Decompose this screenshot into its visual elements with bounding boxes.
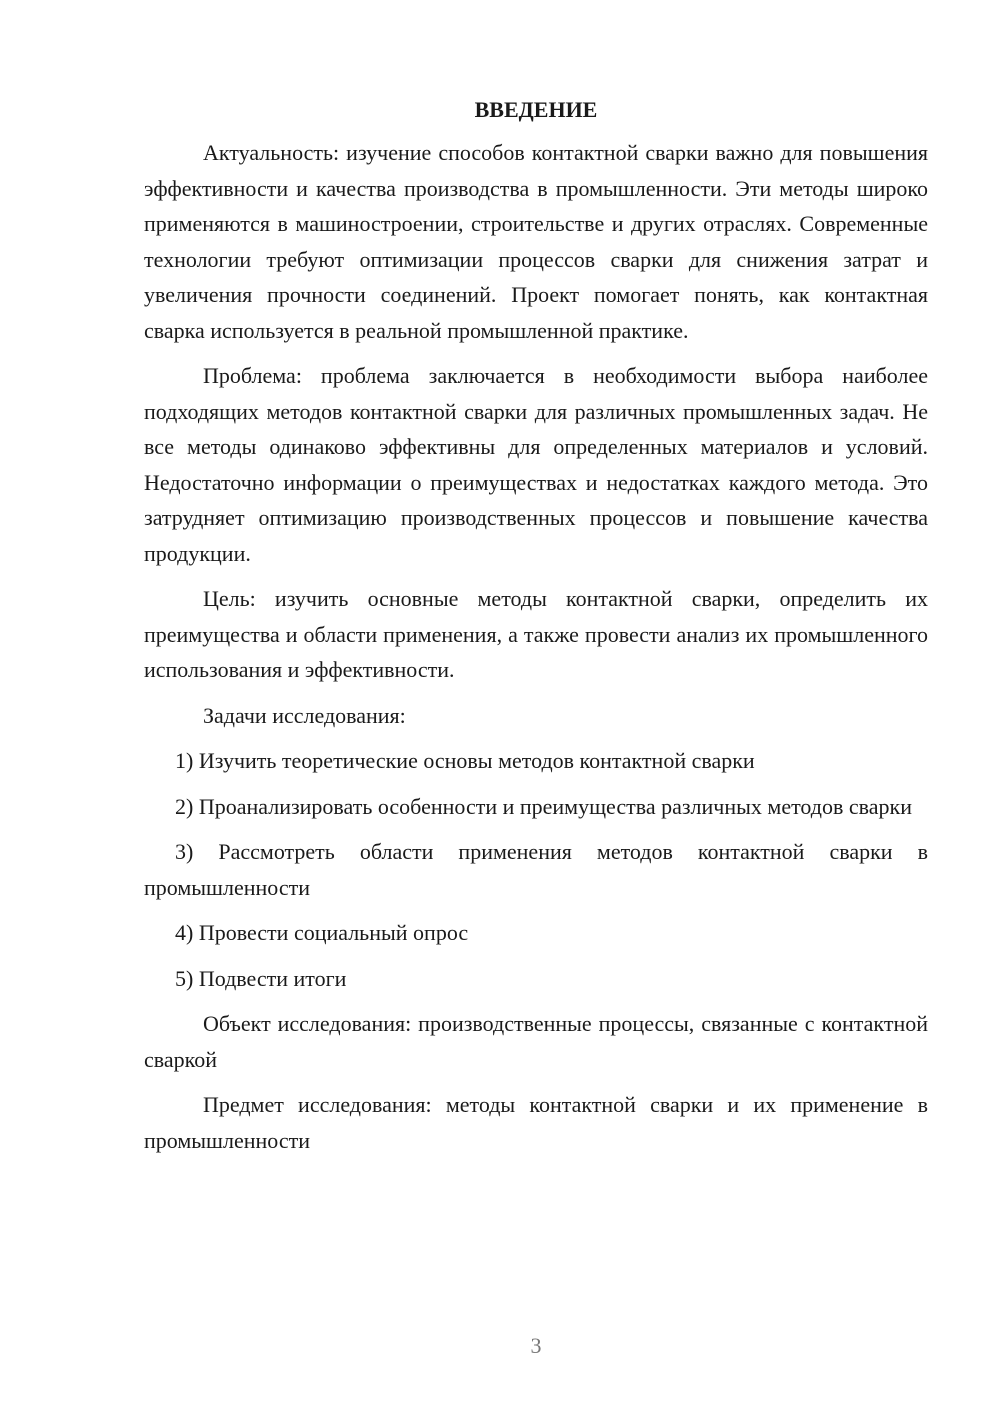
list-item: 4) Провести социальный опрос xyxy=(175,920,469,945)
list-item: 3) Рассмотреть области применения методов контактной сварки в промышленности xyxy=(144,839,928,900)
tasks-list xyxy=(144,743,928,996)
problem-paragraph: Проблема: проблема заключается в необходимости выбора наиболее подходящих методов контактной сварки для различных промышленных задач. Не все методы одинаково эффективны для определенных материалов и условий. Недостаточно информации о преимуществах и недостатках каждого метода. Это затрудняет оптимизацию производственных процессов и повышение качества продукции. xyxy=(144,363,928,566)
page-content xyxy=(144,95,928,1168)
page-number: 3 xyxy=(530,1333,542,1358)
tasks-heading: Задачи исследования: xyxy=(203,702,406,728)
list-item: 1) Изучить теоретические основы методов контактной сварки xyxy=(175,748,755,773)
section-title: ВВЕДЕНИЕ xyxy=(474,97,598,122)
subject-paragraph: Предмет исследования: методы контактной сварки и их применение в промышленности xyxy=(144,1092,928,1153)
list-item: 5) Подвести итоги xyxy=(175,965,347,991)
goal-paragraph: Цель: изучить основные методы контактной сварки, определить их преимущества и области применения, а также провести анализ их промышленного использования и эффективности. xyxy=(144,586,928,682)
object-paragraph: Объект исследования: производственные процессы, связанные с контактной сваркой xyxy=(144,1011,928,1072)
relevance-paragraph: Актуальность: изучение способов контактной сварки важно для повышения эффективности и качества производства в промышленности. Эти методы широко применяются в машиностроении, строительстве и других отраслях. Современные технологии требуют оптимизации процессов сварки для снижения затрат и увеличения прочности соединений. Проект помогает понять, как контактная сварка используется в реальной промышленной практике. xyxy=(144,140,928,343)
list-item: 2) Проанализировать особенности и преимущества различных методов сварки xyxy=(175,793,912,819)
